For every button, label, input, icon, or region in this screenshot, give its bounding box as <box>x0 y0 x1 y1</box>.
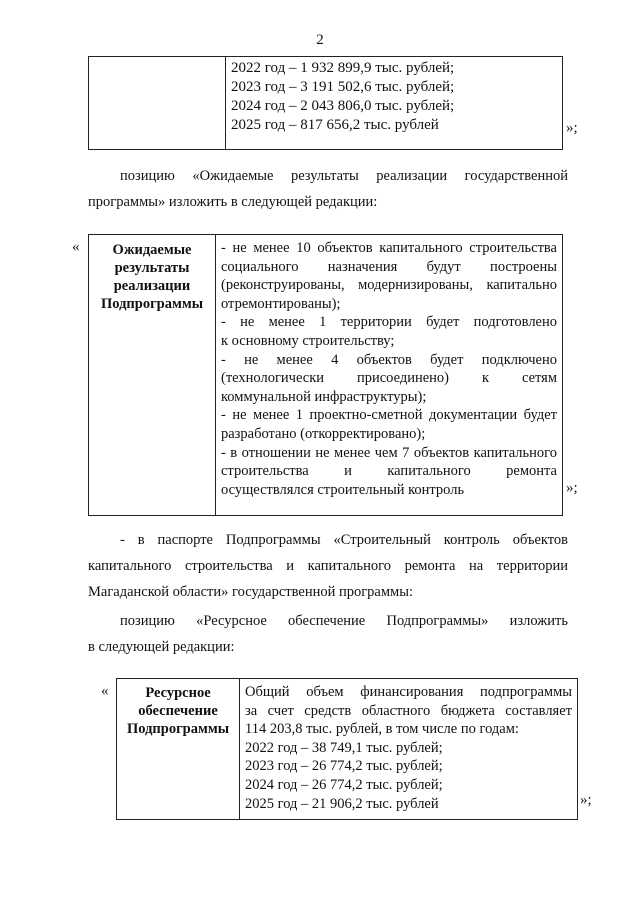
opening-quote: « <box>101 683 109 699</box>
content-line: (реконструированы, модернизированы, капитально <box>221 277 557 294</box>
expected-results-label: Ожидаемые результаты реализации Подпрограммы <box>89 235 216 516</box>
content-line: коммунальной инфраструктуры); <box>221 388 427 405</box>
content-line: разработано (откорректировано); <box>221 425 426 442</box>
content-line: 2023 год – 26 774,2 тыс. рублей; <box>245 758 443 775</box>
content-line: осуществлялся строительный контроль <box>221 481 465 498</box>
year-line: 2023 год – 3 191 502,6 тыс. рублей; <box>231 79 455 95</box>
paragraph-line: в следующей редакции: <box>88 639 235 655</box>
paragraph-line: позицию «Ожидаемые результаты реализации государственной <box>120 168 568 184</box>
year-line: 2022 год – 1 932 899,9 тыс. рублей; <box>231 60 455 76</box>
resource-provision-table <box>116 678 578 820</box>
closing-quote: »; <box>566 480 578 496</box>
content-line: 2025 год – 21 906,2 тыс. рублей <box>245 795 439 812</box>
year-line: 2025 год – 817 656,2 тыс. рублей <box>231 117 439 133</box>
expected-results-content <box>216 235 563 516</box>
content-line: - не менее 1 территории будет подготовлено <box>221 314 557 331</box>
year-line: 2024 год – 2 043 806,0 тыс. рублей; <box>231 98 455 114</box>
content-line: отремонтированы); <box>221 295 341 312</box>
content-line: - не менее 10 объектов капитального строительства <box>221 240 557 256</box>
content-line: 2024 год – 26 774,2 тыс. рублей; <box>245 776 443 793</box>
content-line: 114 203,8 тыс. рублей, в том числе по годам: <box>245 721 519 738</box>
content-line: - не менее 4 объектов будет подключено <box>221 351 557 368</box>
paragraph-line: - в паспорте Подпрограммы «Строительный контроль объектов <box>120 532 568 548</box>
content-line: - не менее 1 проектно-сметной документации будет <box>221 407 557 424</box>
content-line: за счет средств областного бюджета составляет <box>245 702 572 719</box>
paragraph-line: программы» изложить в следующей редакции: <box>88 194 378 210</box>
resource-provision-label: Ресурсное обеспечение Подпрограммы <box>117 679 240 820</box>
paragraph-line: Магаданской области» государственной программы: <box>88 584 413 600</box>
funding-table-continuation <box>88 56 563 150</box>
closing-quote: »; <box>580 792 592 808</box>
paragraph-line: капитального строительства и капитального ремонта на территории <box>88 558 568 574</box>
funding-years-cell <box>226 57 563 150</box>
paragraph-line: позицию «Ресурсное обеспечение Подпрограммы» изложить <box>120 613 568 629</box>
label-cell-empty <box>89 57 226 150</box>
content-line: 2022 год – 38 749,1 тыс. рублей; <box>245 739 443 756</box>
resource-provision-content <box>240 679 578 820</box>
content-line: Общий объем финансирования подпрограммы <box>245 684 572 700</box>
expected-results-table <box>88 234 563 516</box>
content-line: строительства и капитального ремонта <box>221 463 557 480</box>
content-line: (технологически присоединено) к сетям <box>221 370 557 387</box>
content-line: социального назначения будут построены <box>221 258 557 275</box>
content-line: к основному строительству; <box>221 332 395 349</box>
opening-quote: « <box>72 239 80 255</box>
content-line: - в отношении не менее чем 7 объектов капитального <box>221 444 557 461</box>
closing-quote: »; <box>566 120 578 136</box>
page-number: 2 <box>316 32 324 48</box>
